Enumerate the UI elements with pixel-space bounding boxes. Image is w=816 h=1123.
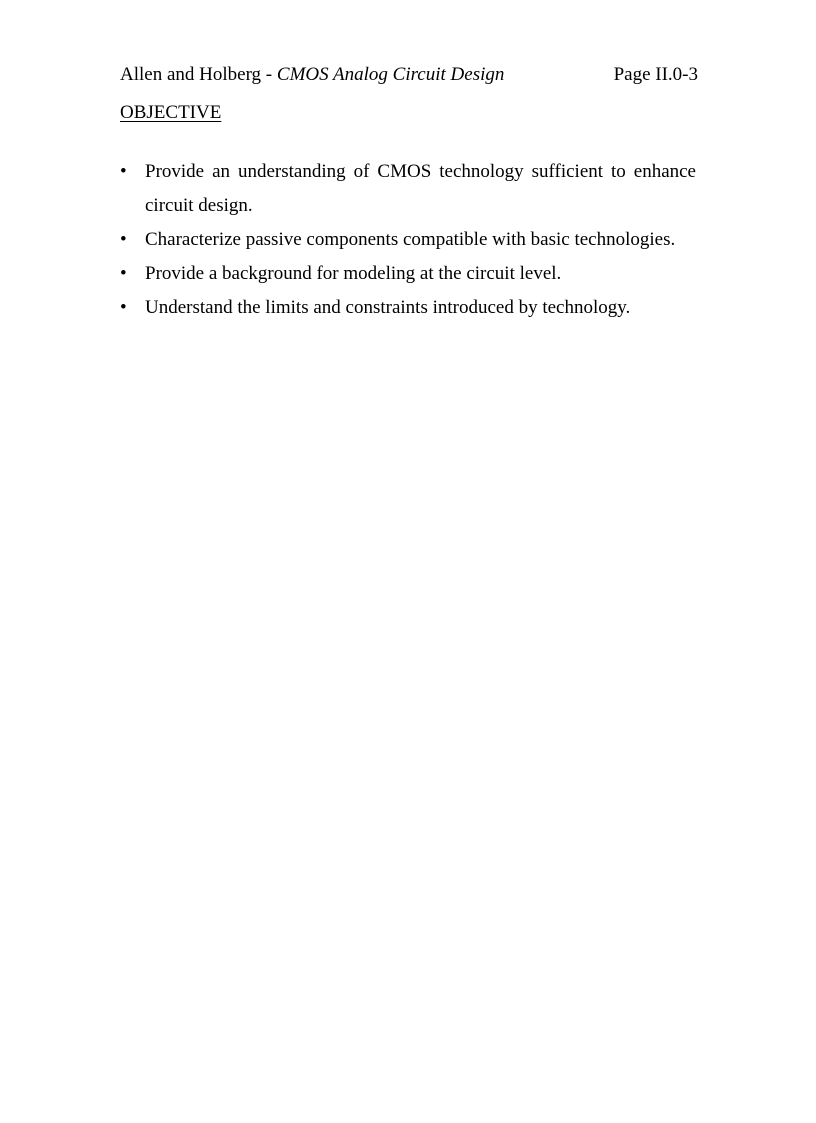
list-item-text: Provide a background for modeling at the circuit level. <box>145 263 562 284</box>
header-citation <box>120 62 504 88</box>
header-page-number: Page II.0-3 <box>613 64 698 85</box>
header-book-title: CMOS Analog Circuit Design <box>276 64 505 85</box>
list-item-text: Characterize passive components compatible with basic technologies. <box>145 229 676 250</box>
bullet-icon: • <box>120 161 127 182</box>
header-authors: Allen and Holberg - <box>120 64 277 85</box>
page-header <box>120 62 698 88</box>
list-item-text: Provide an understanding of CMOS technology sufficient to enhance circuit design. <box>145 161 696 216</box>
list-item <box>120 291 696 325</box>
objective-list <box>120 155 696 325</box>
bullet-icon: • <box>120 263 127 284</box>
list-item <box>120 155 696 223</box>
list-item <box>120 257 696 291</box>
bullet-icon: • <box>120 297 127 318</box>
bullet-icon: • <box>120 229 127 250</box>
list-item <box>120 223 696 257</box>
section-title: OBJECTIVE <box>120 102 222 123</box>
list-item-text: Understand the limits and constraints introduced by technology. <box>145 297 631 318</box>
